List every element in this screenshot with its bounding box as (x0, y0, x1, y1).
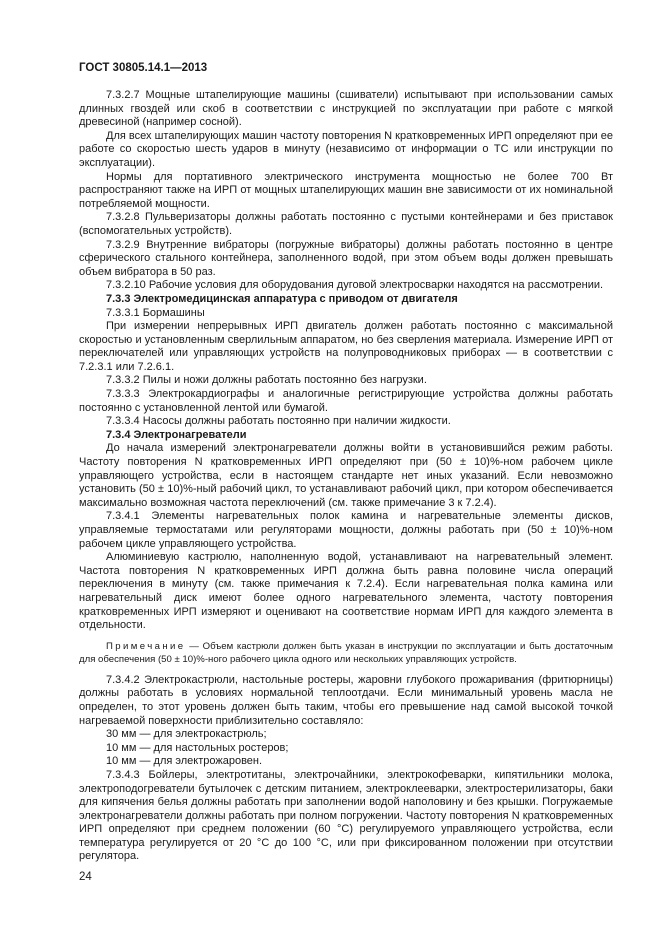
section-heading: 7.3.4 Электронагреватели (106, 428, 247, 441)
list-item: 10 мм — для электрожаровен. (106, 755, 263, 768)
list-item: 30 мм — для электрокастрюль; (106, 728, 267, 741)
note (79, 640, 613, 666)
paragraph: До начала измерений электронагреватели должны войти в установившийся режим работы. Частоту повторения N кратковременных ИРП определяют при (50 ± 10)%-ном рабочем цикле управляющего устройства, если в настоящем стандарте нет иных указаний. Если невозможно установить (50 ± 10)%-ный рабочий цикл, то устанавливают рабочий цикл, при котором обеспечивается максимально возможная частота переключений (см. также примечание 3 к 7.2.4). (79, 442, 613, 509)
paragraph: Для всех штапелирующих машин частоту повторения N кратковременных ИРП определяют при ее работе со скоростью шесть ударов в минуту (независимо от информации о ТС или инструкции по эксплуатации). (79, 129, 613, 169)
paragraph: 7.3.2.10 Рабочие условия для оборудования дуговой электросварки находятся на рассмотрении. (106, 279, 604, 292)
paragraph: 7.3.2.9 Внутренние вибраторы (погружные вибраторы) должны работать постоянно в центре сферического стального контейнера, заполненного водой, при этом объем воды должен превышать объем вибратора в 50 раз. (79, 238, 613, 278)
paragraph: 7.3.3.3 Электрокардиографы и аналогичные регистрирующие устройства должны работать постоянно с установленной лентой или бумагой. (79, 388, 613, 414)
paragraph: Алюминиевую кастрюлю, наполненную водой, устанавливают на нагревательный элемент. Частота повторения N кратковременных ИРП должна быть равна половине числа операций переключения в минуту (см. также примечания к 7.2.4). Если нагревательная полка камина или нагревательный диск имеют более одного нагревательного элемента, частоту повторения кратковременных ИРП измеряют и оценивают на соответствие нормам ИРП для каждого элемента в отдельности. (79, 551, 613, 632)
paragraph: 7.3.4.3 Бойлеры, электротитаны, электрочайники, электрокофеварки, кипятильники молока, электроподогреватели бутылочек с детским питанием, электроклееварки, электростерилизаторы, баки для кипячения белья должны работать при заполнении водой наполовину и без крышки. Погружаемые электронагреватели должны работать при полном погружении. Частоту повторения N кратковременных ИРП определяют при среднем положении (60 °С) регулируемого управляющего устройства, если температура регулируется от 20 °С до 100 °С, или при фиксированном положении при отсутствии регулятора. (79, 768, 613, 863)
paragraph: При измерении непрерывных ИРП двигатель должен работать постоянно с максимальной скоростью и установленным сверлильным аппаратом, но без сверления материала. Измерение ИРП от переключателей или управляющих устройств на полупроводниковых приборах — в соответствии с 7.2.3.1 или 7.2.6.1. (79, 320, 613, 373)
paragraph: 7.3.4.1 Элементы нагревательных полок камина и нагревательные элементы дисков, управляемые термостатами или регуляторами мощности, должны работать при (50 ± 10)%-ном рабочем цикле управляющего устройства. (79, 510, 613, 550)
section-heading: 7.3.3 Электромедицинская аппаратура с приводом от двигателя (106, 292, 458, 305)
paragraph: 7.3.2.8 Пульверизаторы должны работать постоянно с пустыми контейнерами и без приставок (вспомогательных устройств). (79, 211, 613, 237)
paragraph: Нормы для портативного электрического инструмента мощностью не более 700 Вт распространяют также на ИРП от мощных штапелирующих машин вне зависимости от их номинальной потребляемой мощности. (79, 170, 613, 210)
note-label: Примечание (106, 640, 186, 652)
document-body (79, 89, 613, 864)
paragraph: 7.3.3.2 Пилы и ножи должны работать постоянно без нагрузки. (106, 374, 427, 387)
paragraph: 7.3.3.4 Насосы должны работать постоянно при наличии жидкости. (106, 415, 451, 428)
paragraph: 7.3.2.7 Мощные штапелирующие машины (сшиватели) испытывают при использовании самых длинных гвоздей или скоб в соответствии с инструкцией по эксплуатации при работе с мягкой древесиной (например сосной). (79, 89, 613, 129)
document-header: ГОСТ 30805.14.1—2013 (79, 62, 208, 74)
page-number: 24 (79, 871, 92, 884)
paragraph: 7.3.4.2 Электрокастрюли, настольные ростеры, жаровни глубокого прожаривания (фритюрницы) должны работать в условиях нормальной теплоотдачи. Если минимальный уровень масла не определен, то этот уровень должен быть таким, чтобы его превышение над самой высокой точкой нагреваемой поверхности приблизительно составляло: (79, 673, 613, 727)
list-item: 10 мм — для настольных ростеров; (106, 741, 289, 754)
note-text: — Объем кастрюли должен быть указан в инструкции по эксплуатации и быть достаточным для обеспечения (50 ± 10)%-ного рабочего цикла одного или нескольких управляющих устройств. (79, 640, 613, 665)
paragraph: 7.3.3.1 Бормашины (106, 306, 205, 319)
